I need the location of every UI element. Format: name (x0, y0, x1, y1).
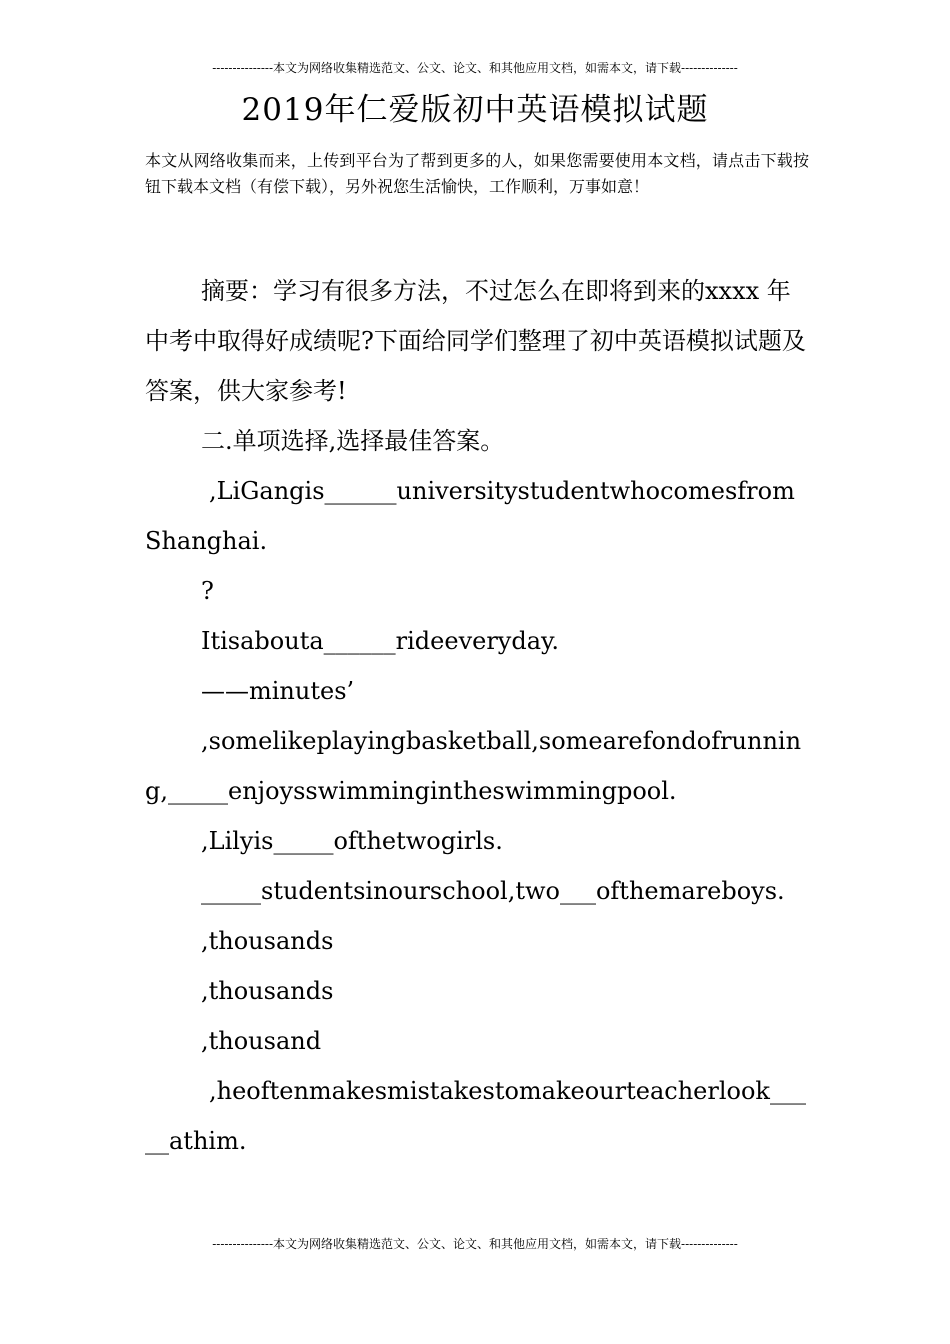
question-3: ,somelikeplayingbasketball,somearefondofrunning,_____enjoysswimmingintheswimmingpool. (145, 727, 802, 805)
header-banner: ---------------本文为网络收集精选范文、公文、论文、和其他应用文档，如需本文，请下载-------------- (212, 61, 738, 75)
question-5-option-a: ,thousands (201, 927, 334, 955)
page-title: 2019年仁爱版初中英语模拟试题 (241, 92, 709, 128)
question-5: _____studentsinourschool,two___ofthemareboys. (201, 877, 785, 905)
question-4: ,Lilyis_____ofthetwogirls. (201, 827, 503, 855)
question-6: ,heoftenmakesmistakestomakeourteacherlook_____athim. (145, 1077, 806, 1155)
document-body (145, 266, 809, 1166)
question-5-option-b: ,thousands (201, 977, 334, 1005)
question-5-option-c: ,thousand (201, 1027, 322, 1055)
question-2: Itisabouta______rideeveryday. (201, 627, 560, 655)
question-2-option: ——minutes’ (201, 677, 355, 705)
footer-banner: ---------------本文为网络收集精选范文、公文、论文、和其他应用文档，如需本文，请下载-------------- (212, 1237, 738, 1251)
abstract-paragraph: 摘要：学习有很多方法，不过怎么在即将到来的xxxx 年中考中取得好成绩呢?下面给同学们整理了初中英语模拟试题及答案，供大家参考! (145, 277, 806, 405)
section-heading: 二.单项选择,选择最佳答案。 (201, 427, 505, 455)
intro-paragraph: 本文从网络收集而来，上传到平台为了帮到更多的人，如果您需要使用本文档，请点击下载按钮下载本文档（有偿下载），另外祝您生活愉快，工作顺利，万事如意！ (145, 151, 809, 196)
question-1: ,LiGangis______universitystudentwhocomesfromShanghai. (145, 477, 795, 555)
question-1-mark: ? (201, 577, 214, 605)
